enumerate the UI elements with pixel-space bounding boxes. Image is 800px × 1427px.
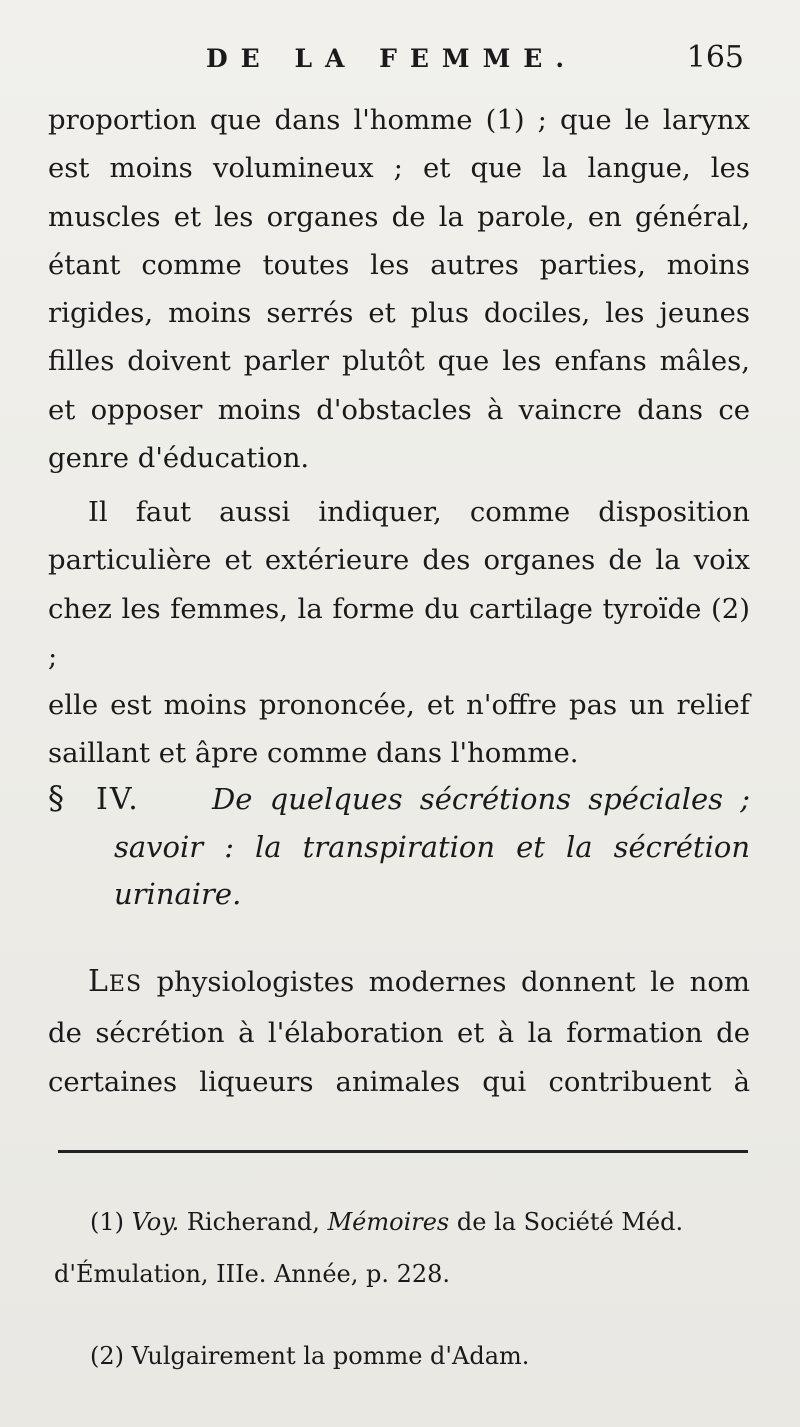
text-line — [48, 958, 750, 1009]
paragraph-3 — [48, 958, 750, 1106]
text-line: rigides, moins serrés et plus dociles, les jeunes — [48, 297, 750, 330]
section-title-line: De quelques sécrétions spéciales ; — [212, 782, 750, 816]
text-line: est moins volumineux ; et que la langue, les — [48, 152, 750, 185]
section-title-line: urinaire. — [114, 877, 242, 911]
text-line: proportion que dans l'homme (1) ; que le larynx — [48, 104, 750, 136]
footnote-text: de la Société Méd. — [449, 1208, 684, 1236]
text-line: Il faut aussi indiquer, comme disposition — [88, 496, 750, 528]
footnotes — [54, 1196, 752, 1382]
footnote-text: Richerand, — [179, 1208, 320, 1236]
text-line: filles doivent parler plutôt que les enfans mâles, — [48, 345, 750, 378]
page-header — [0, 40, 800, 84]
text-line: chez les femmes, la forme du cartilage tyroïde (2) ; — [48, 592, 750, 673]
text-line: de sécrétion à l'élaboration et à la formation de — [48, 1017, 750, 1050]
text-line: genre d'éducation. — [48, 442, 310, 475]
section-mark: § — [48, 779, 64, 817]
text-line: muscles et les organes de la parole, en général, — [48, 200, 750, 233]
section-number: IV. — [96, 782, 140, 817]
section-title-line: savoir : la transpiration et la sécrétion — [114, 830, 750, 864]
footnote-marker: (1) — [90, 1208, 124, 1236]
section-heading — [48, 774, 750, 918]
text-line: certaines liqueurs animales qui contribuent à — [48, 1065, 750, 1098]
drop-cap: L — [88, 964, 109, 999]
text-fragment: physiologistes modernes donnent le nom — [142, 966, 750, 998]
page-number: 165 — [686, 40, 744, 75]
small-caps: ES — [108, 972, 143, 997]
paragraph-2 — [48, 488, 750, 778]
footnote-1 — [62, 1196, 752, 1248]
footnote-text: Voy. — [131, 1208, 180, 1236]
text-line: et opposer moins d'obstacles à vaincre dans ce — [48, 393, 750, 426]
running-title: DE LA FEMME. — [206, 44, 578, 73]
text-line: elle est moins prononcée, et n'offre pas un relief — [48, 689, 750, 722]
paragraph-1 — [48, 96, 750, 482]
footnote-rule — [58, 1150, 748, 1153]
footnote-text: Vulgairement la pomme d'Adam. — [124, 1342, 530, 1370]
text-line: étant comme toutes les autres parties, moins — [48, 248, 750, 281]
footnote-marker: (2) — [90, 1342, 124, 1370]
footnote-2 — [62, 1330, 752, 1382]
text-line: particulière et extérieure des organes de la voix — [48, 544, 750, 577]
footnote-text: Mémoires — [327, 1208, 450, 1236]
text-line: saillant et âpre comme dans l'homme. — [48, 737, 579, 770]
footnote-1-continued: d'Émulation, IIIe. Année, p. 228. — [54, 1260, 451, 1288]
